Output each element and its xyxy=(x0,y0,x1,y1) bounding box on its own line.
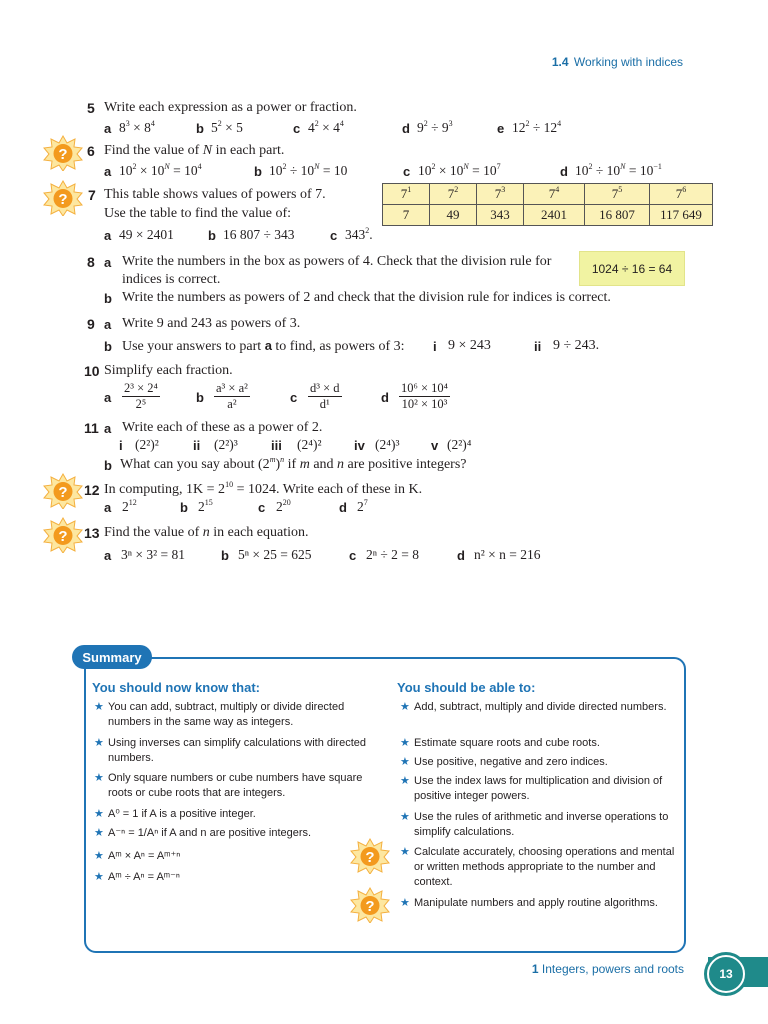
q7tbl-exp: 4 xyxy=(555,185,560,194)
q6-exp: 4 xyxy=(197,162,202,171)
summary-bullet xyxy=(400,755,676,770)
question-12-part-label: a xyxy=(104,500,112,515)
question-mark-burst-icon xyxy=(43,135,83,171)
q5-exp: 3 xyxy=(125,119,130,128)
table-header-cell: $7^2$ xyxy=(430,184,477,205)
chapter-footer xyxy=(0,962,684,976)
question-11-part-label: i xyxy=(119,438,123,453)
q12-post: = 1024. Write each of these in K. xyxy=(233,482,423,497)
question-12-part-expr: $2^{15}$ xyxy=(198,498,213,514)
question-9a-text: Write 9 and 243 as powers of 3. xyxy=(122,316,301,331)
q6-N-var: N xyxy=(164,162,170,171)
question-9a-label: a xyxy=(104,317,112,332)
table-value-cell: 16 807 xyxy=(585,205,650,226)
question-mark-burst-icon xyxy=(43,517,83,553)
summary-bullet-text: Aᵐ × Aⁿ = Aᵐ⁺ⁿ xyxy=(108,850,181,862)
question-10-text: Simplify each fraction. xyxy=(104,363,233,378)
table-header-cell: $7^6$ xyxy=(650,184,713,205)
star-icon: ★ xyxy=(400,897,410,909)
q6-exp: 2 xyxy=(132,162,137,171)
summary-bullet-text: Estimate square roots and cube roots. xyxy=(414,737,600,749)
question-13-part-expr: 3ⁿ × 3² = 81 xyxy=(121,547,186,562)
table-value-cell: 117 649 xyxy=(650,205,713,226)
summary-bullet xyxy=(94,700,388,730)
q11b-nv: n xyxy=(337,457,345,472)
question-8a-line2: indices is correct. xyxy=(122,272,221,287)
question-6-text-post: in each part. xyxy=(212,143,285,158)
question-12-part-label: b xyxy=(180,500,188,515)
q6-N xyxy=(164,162,169,171)
q5-exp: 3 xyxy=(448,119,453,128)
question-13-part-label: d xyxy=(457,548,465,563)
question-13-text xyxy=(104,525,309,541)
question-9b-post: to find, as powers of 3: xyxy=(271,339,405,354)
question-11-part-expr: (2²)² xyxy=(135,437,159,452)
question-10-part-label: d xyxy=(381,390,389,405)
fraction-numerator: a³ × a² xyxy=(216,381,248,395)
table-header-cell: $7^1$ xyxy=(383,184,430,205)
question-mark-burst-icon xyxy=(350,838,390,874)
question-mark-burst-icon xyxy=(43,180,83,216)
question-11-part-label: iii xyxy=(271,438,282,453)
question-13-part-label: b xyxy=(221,548,229,563)
question-9b-pre: Use your answers to part xyxy=(122,339,265,354)
q6-N xyxy=(314,162,319,171)
question-6-text xyxy=(104,143,284,159)
q6-exp: 2 xyxy=(588,162,593,171)
question-5-part-expr: $9^2 \div 9^3$ xyxy=(417,119,453,135)
star-icon: ★ xyxy=(400,756,410,768)
q7tbl-exp: 6 xyxy=(682,185,687,194)
question-11-part-expr: (2²)⁴ xyxy=(447,437,472,452)
q7tbl-exp: 1 xyxy=(407,185,412,194)
star-icon: ★ xyxy=(94,701,104,713)
q6-N xyxy=(463,162,468,171)
q11b-mv: m xyxy=(299,457,310,472)
question-12-number: 12 xyxy=(84,482,100,498)
summary-bullet xyxy=(94,826,388,841)
question-10-fraction xyxy=(308,381,342,412)
question-8-number: 8 xyxy=(87,254,95,270)
summary-bullet xyxy=(400,700,676,715)
q12-pre: In computing, 1K = 2 xyxy=(104,482,226,497)
q12-exp: 15 xyxy=(204,498,213,507)
summary-bullet xyxy=(94,807,388,822)
table-value-cell: 2401 xyxy=(524,205,585,226)
summary-bullet-text: A⁰ = 1 if A is a positive integer. xyxy=(108,808,256,820)
q6-exp: 7 xyxy=(496,162,501,171)
star-icon: ★ xyxy=(400,737,410,749)
question-6-var: N xyxy=(202,143,213,158)
star-icon: ★ xyxy=(400,811,410,823)
question-5-part-label: c xyxy=(293,121,301,136)
question-9b-ii-text: 9 ÷ 243. xyxy=(553,338,600,353)
fraction-numerator: 10⁶ × 10⁴ xyxy=(401,381,449,395)
question-11-part-label: v xyxy=(431,438,439,453)
section-number: 1.4 xyxy=(551,55,569,69)
q5-exp: 2 xyxy=(525,119,530,128)
q7tbl-exp: 2 xyxy=(454,185,459,194)
question-12-part-expr: $2^7$ xyxy=(357,498,368,514)
summary-bullet-text: Using inverses can simplify calculations with directed numbers. xyxy=(108,737,366,764)
summary-left-heading: You should now know that: xyxy=(92,680,261,695)
question-13-number: 13 xyxy=(84,525,100,541)
question-7-part-expr: $343^2$. xyxy=(345,226,373,242)
star-icon: ★ xyxy=(400,701,410,713)
q12-exp: 10 xyxy=(225,480,234,489)
q12-exp: 7 xyxy=(363,498,368,507)
question-13-part-label: a xyxy=(104,548,112,563)
summary-bullet-text: Only square numbers or cube numbers have square roots or cube roots that are integers. xyxy=(108,772,363,799)
q5-exp: 2 xyxy=(217,119,222,128)
question-7-line1: This table shows values of powers of 7. xyxy=(104,187,326,202)
summary-bullet xyxy=(400,896,676,911)
question-10-fraction xyxy=(122,381,160,412)
question-5-part-expr: $5^2 \times 5$ xyxy=(211,119,243,135)
question-6-part-expr: $10^2 \div 10^N = 10$ xyxy=(269,162,348,178)
question-5-part-label: b xyxy=(196,121,204,136)
q5-exp: 2 xyxy=(314,119,319,128)
question-12-part-label: d xyxy=(339,500,347,515)
question-5-part-label: d xyxy=(402,121,410,136)
star-icon: ★ xyxy=(94,808,104,820)
summary-bullet xyxy=(94,849,388,864)
powers-of-7-table xyxy=(382,183,713,226)
question-11-number: 11 xyxy=(84,420,99,436)
question-13-part-expr: 2ⁿ ÷ 2 = 8 xyxy=(366,547,420,562)
question-11-part-expr: (2⁴)² xyxy=(297,437,322,452)
question-7-part-expr: 49 × 2401 xyxy=(119,227,174,242)
q11b-and: and xyxy=(309,457,338,472)
question-11-part-expr: (2²)³ xyxy=(214,437,238,452)
summary-bullet xyxy=(400,774,676,804)
question-8b-label: b xyxy=(104,291,112,306)
question-5-text: Write each expression as a power or fraction. xyxy=(104,100,357,115)
question-9b-i-label: i xyxy=(433,339,437,354)
question-12-part-label: c xyxy=(258,500,266,515)
question-11a-text: Write each of these as a power of 2. xyxy=(122,420,323,435)
question-5-part-expr: $4^2 \times 4^4$ xyxy=(308,119,344,135)
summary-bullet xyxy=(94,736,388,766)
question-12-text xyxy=(104,482,422,498)
question-10-part-label: b xyxy=(196,390,204,405)
q11b-n: n xyxy=(280,455,285,464)
question-5-part-expr: $8^3 \times 8^4$ xyxy=(119,119,155,135)
question-7-part-label: c xyxy=(330,228,338,243)
star-icon: ★ xyxy=(94,850,104,862)
q11b-post: are positive integers? xyxy=(344,457,467,472)
summary-bullet-text: You can add, subtract, multiply or divide directed numbers in the same way as integers. xyxy=(108,701,345,728)
question-6-part-expr: $10^2 \div 10^N = 10^{-1}$ xyxy=(575,162,662,178)
star-icon: ★ xyxy=(400,846,410,858)
question-6-part-expr: $10^2 \times 10^N = 10^4$ xyxy=(119,162,202,178)
q7tbl-exp: 3 xyxy=(501,185,506,194)
question-11-part-label: ii xyxy=(193,438,201,453)
fraction-numerator: d³ × d xyxy=(310,381,340,395)
summary-tab: Summary xyxy=(72,645,152,669)
summary-bullet xyxy=(94,870,388,885)
q13-pre: Find the value of xyxy=(104,525,203,540)
q6-exp: −1 xyxy=(653,162,662,171)
chapter-number: 1 xyxy=(531,962,539,976)
question-9b-label: b xyxy=(104,339,112,354)
question-11-part-expr: (2⁴)³ xyxy=(375,437,400,452)
q5-exp: 4 xyxy=(150,119,155,128)
section-header xyxy=(0,55,683,69)
q11b-if: if xyxy=(284,457,300,472)
question-10-fraction xyxy=(399,381,450,412)
question-6-number: 6 xyxy=(87,143,95,159)
q11b-pre: What can you say about (2 xyxy=(120,457,270,472)
question-5-part-label: a xyxy=(104,121,112,136)
question-11-part-label: iv xyxy=(354,438,365,453)
question-mark-burst-icon xyxy=(350,887,390,923)
page-number: 13 xyxy=(707,955,745,993)
table-value-cell: 49 xyxy=(430,205,477,226)
q5-exp: 2 xyxy=(423,119,428,128)
question-7-part-expr: 16 807 ÷ 343 xyxy=(223,227,295,242)
table-header-cell: $7^3$ xyxy=(477,184,524,205)
question-mark-burst-icon xyxy=(43,473,83,509)
question-10-fraction xyxy=(214,381,250,412)
star-icon: ★ xyxy=(94,871,104,883)
question-6-part-label: a xyxy=(104,164,112,179)
table-value-cell: 343 xyxy=(477,205,524,226)
question-6-text-pre: Find the value of xyxy=(104,143,203,158)
question-9b-text xyxy=(122,338,405,355)
question-9-number: 9 xyxy=(87,316,95,332)
q6-N-var: N xyxy=(314,162,320,171)
q11b-mid: ) xyxy=(275,457,281,472)
q6-exp: 2 xyxy=(282,162,287,171)
question-13-part-expr: n² × n = 216 xyxy=(474,547,541,562)
q11b-m: m xyxy=(269,455,276,464)
question-6-part-label: c xyxy=(403,164,411,179)
division-box: 1024 ÷ 16 = 64 xyxy=(579,251,685,286)
question-12-part-expr: $2^{20}$ xyxy=(276,498,291,514)
star-icon: ★ xyxy=(400,775,410,787)
fraction-denominator: 2⁵ xyxy=(135,397,147,411)
table-header-cell: $7^5$ xyxy=(585,184,650,205)
q7-exp: 2 xyxy=(365,226,370,235)
question-11b-text xyxy=(120,457,467,473)
question-5-number: 5 xyxy=(87,100,95,116)
summary-bullet xyxy=(94,771,388,801)
question-6-part-label: b xyxy=(254,164,262,179)
q7tbl-exp: 5 xyxy=(618,185,623,194)
summary-bullet-text: Use the rules of arithmetic and inverse operations to simplify calculations. xyxy=(414,811,669,838)
summary-bullet xyxy=(400,736,676,751)
question-9b-i-text: 9 × 243 xyxy=(448,338,491,353)
star-icon: ★ xyxy=(94,772,104,784)
question-10-number: 10 xyxy=(84,363,100,379)
question-13-part-expr: 5ⁿ × 25 = 625 xyxy=(238,547,312,562)
q6-N xyxy=(620,162,625,171)
q6-N-var: N xyxy=(620,162,626,171)
question-7-number: 7 xyxy=(88,187,96,203)
summary-bullet xyxy=(400,845,676,890)
question-12-part-expr: $2^{12}$ xyxy=(122,498,137,514)
question-11b-label: b xyxy=(104,458,112,473)
question-9b-ii-label: ii xyxy=(534,339,542,354)
summary-bullet-text: Calculate accurately, choosing operations and mental or written methods appropriate to the number and context. xyxy=(414,846,675,888)
q5-exp: 4 xyxy=(557,119,562,128)
question-9b-bold: a xyxy=(264,338,272,353)
summary-bullet-text: A⁻ⁿ = 1/Aⁿ if A and n are positive integers. xyxy=(108,827,312,839)
question-13-part-label: c xyxy=(349,548,357,563)
question-7-part-label: a xyxy=(104,228,112,243)
q12-exp: 12 xyxy=(128,498,137,507)
table-value-cell: 7 xyxy=(383,205,430,226)
q6-N-var: N xyxy=(463,162,469,171)
section-title: Working with indices xyxy=(573,55,683,69)
question-8a-label: a xyxy=(104,255,112,270)
question-6-part-label: d xyxy=(560,164,568,179)
question-10-part-label: a xyxy=(104,390,112,405)
question-10-part-label: c xyxy=(290,390,298,405)
q6-exp: 2 xyxy=(431,162,436,171)
star-icon: ★ xyxy=(94,737,104,749)
question-5-part-label: e xyxy=(497,121,505,136)
summary-bullet-text: Use positive, negative and zero indices. xyxy=(414,756,608,768)
summary-bullet-text: Use the index laws for multiplication and division of positive integer powers. xyxy=(414,775,663,802)
question-7-part-label: b xyxy=(208,228,216,243)
fraction-denominator: d¹ xyxy=(319,397,330,411)
q13-post: in each equation. xyxy=(209,525,309,540)
fraction-numerator: 2³ × 2⁴ xyxy=(124,381,158,395)
question-6-part-expr: $10^2 \times 10^N = 10^7$ xyxy=(418,162,501,178)
table-header-cell: $7^4$ xyxy=(524,184,585,205)
star-icon: ★ xyxy=(94,827,104,839)
fraction-denominator: 10² × 10³ xyxy=(401,397,448,411)
fraction-denominator: a² xyxy=(227,397,237,411)
summary-right-heading: You should be able to: xyxy=(397,680,536,695)
q13-var: n xyxy=(202,525,210,540)
chapter-title: Integers, powers and roots xyxy=(541,962,684,976)
question-11a-label: a xyxy=(104,421,112,436)
summary-bullet xyxy=(400,810,676,840)
summary-bullet-text: Add, subtract, multiply and divide directed numbers. xyxy=(414,701,667,713)
q5-exp: 4 xyxy=(339,119,344,128)
summary-bullet-text: Aᵐ ÷ Aⁿ = Aᵐ⁻ⁿ xyxy=(108,871,180,883)
question-5-part-expr: $12^2 \div 12^4$ xyxy=(512,119,562,135)
question-8b-text: Write the numbers as powers of 2 and check that the division rule for indices is correct. xyxy=(122,290,611,305)
question-8a-line1: Write the numbers in the box as powers of 4. Check that the division rule for xyxy=(122,254,552,269)
question-7-line2: Use the table to find the value of: xyxy=(104,206,291,221)
summary-bullet-text: Manipulate numbers and apply routine algorithms. xyxy=(414,897,658,909)
q12-exp: 20 xyxy=(282,498,291,507)
